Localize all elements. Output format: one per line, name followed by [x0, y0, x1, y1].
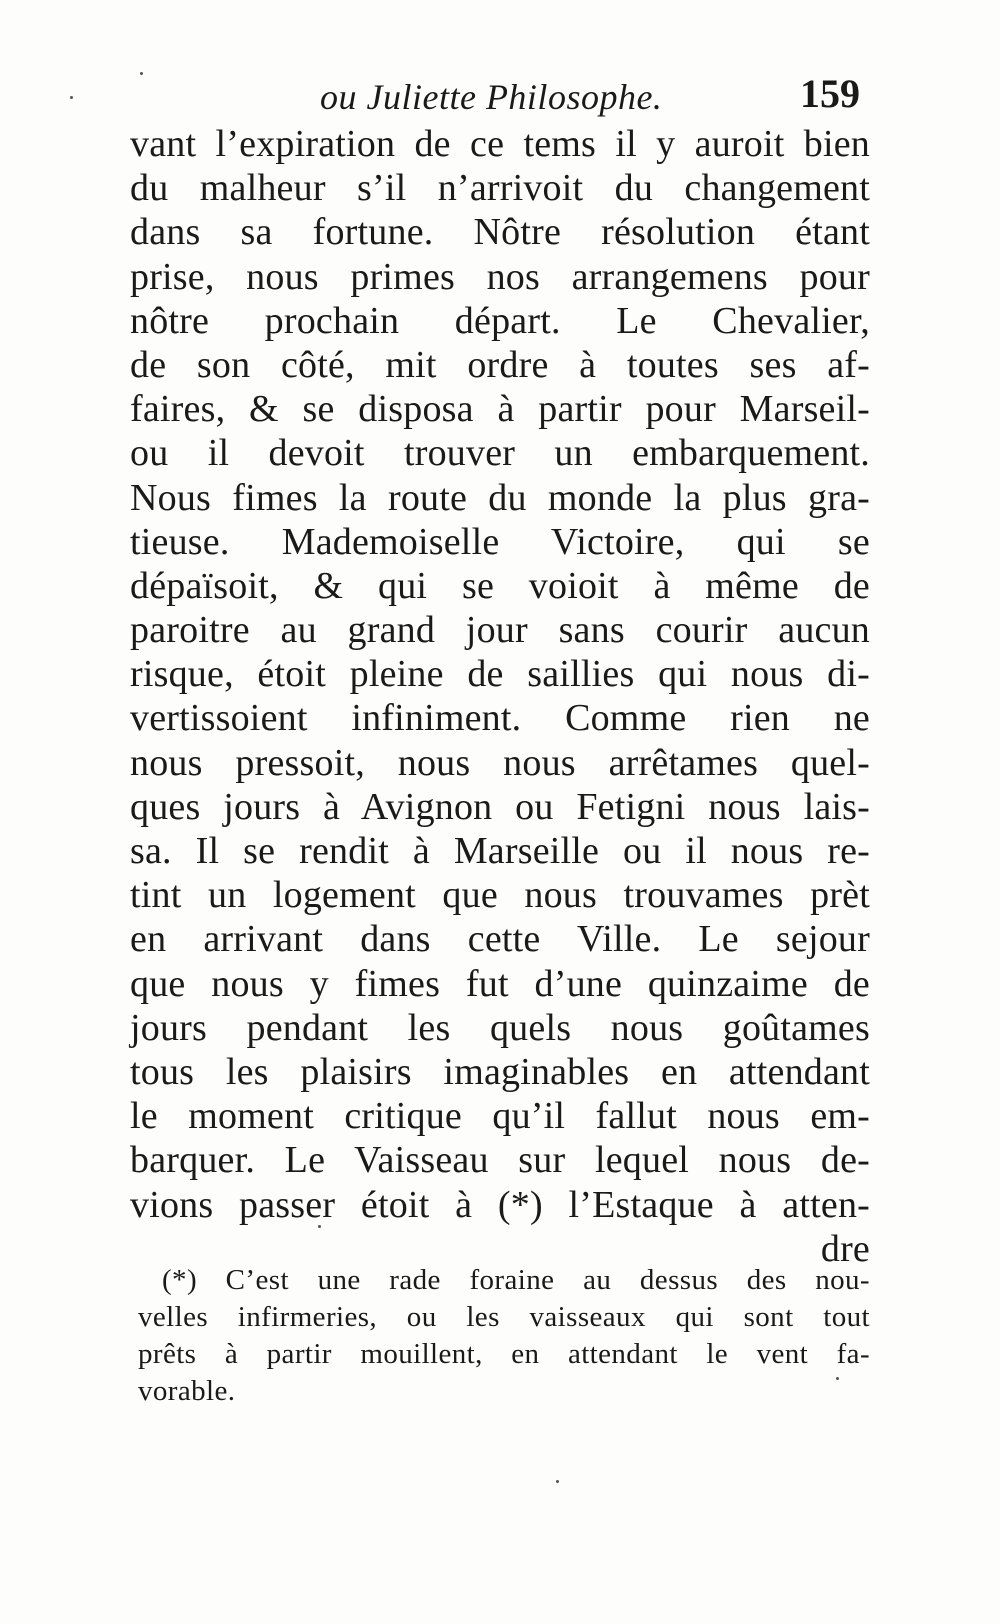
text-line: tint un logement que nous trouvames prèt: [130, 874, 870, 917]
text-line: de son côté, mit ordre à toutes ses af-: [130, 343, 870, 386]
footnote-line: prêts à partir mouillent, en attendant le vent fa-: [138, 1338, 870, 1370]
footnote-line: (*) C’est une rade foraine au dessus des nou-: [162, 1264, 870, 1296]
ink-speck: [836, 1377, 839, 1380]
text-line: vertissoient infiniment. Comme rien ne: [130, 697, 870, 740]
text-line: du malheur s’il n’arrivoit du changement: [130, 167, 870, 210]
text-line: vant l’expiration de ce tems il y auroit bien: [130, 123, 870, 165]
text-line: sa. Il se rendit à Marseille ou il nous re-: [130, 830, 870, 872]
body-text: [130, 122, 870, 1271]
footnote-line: vorable.: [138, 1375, 236, 1407]
text-line: dans sa fortune. Nôtre résolution étant: [130, 211, 870, 254]
running-title: ou Juliette Philosophe.: [320, 77, 663, 117]
footnote: [138, 1262, 870, 1410]
text-line: vions passer étoit à (*) l’Estaque à atten-: [130, 1183, 870, 1226]
ink-speck: [318, 1225, 321, 1228]
text-line: ques jours à Avignon ou Fetigni nous lais-: [130, 785, 870, 828]
text-line: barquer. Le Vaisseau sur lequel nous de-: [130, 1139, 870, 1182]
ink-speck: [556, 1480, 559, 1483]
text-line: risque, étoit pleine de saillies qui nous di-: [130, 653, 870, 696]
text-line: en arrivant dans cette Ville. Le sejour: [130, 918, 870, 961]
text-line: que nous y fimes fut d’une quinzaime de: [130, 962, 870, 1005]
footnote-line: velles infirmeries, ou les vaisseaux qui sont tout: [138, 1301, 870, 1333]
text-line: paroitre au grand jour sans courir aucun: [130, 609, 870, 652]
text-line: tous les plaisirs imaginables en attendant: [130, 1050, 870, 1093]
ink-speck: [70, 96, 73, 99]
text-line: faires, & se disposa à partir pour Marseil-: [130, 388, 870, 431]
text-line: tieuse. Mademoiselle Victoire, qui se: [130, 520, 870, 563]
text-line: nous pressoit, nous nous arrêtames quel-: [130, 741, 870, 784]
catchword: dre: [820, 1227, 870, 1270]
text-line: ou il devoit trouver un embarquement.: [130, 432, 870, 475]
text-line: Nous fimes la route du monde la plus gra-: [130, 476, 870, 519]
page-number: 159: [800, 71, 860, 116]
text-line: nôtre prochain départ. Le Chevalier,: [130, 299, 870, 342]
text-line: le moment critique qu’il fallut nous em-: [130, 1095, 870, 1138]
text-line: jours pendant les quels nous goûtames: [130, 1006, 870, 1049]
text-line: prise, nous primes nos arrangemens pour: [130, 255, 870, 298]
text-line: dépaïsoit, & qui se voioit à même de: [130, 564, 870, 607]
ink-speck: [140, 72, 143, 75]
running-head: [130, 70, 870, 120]
